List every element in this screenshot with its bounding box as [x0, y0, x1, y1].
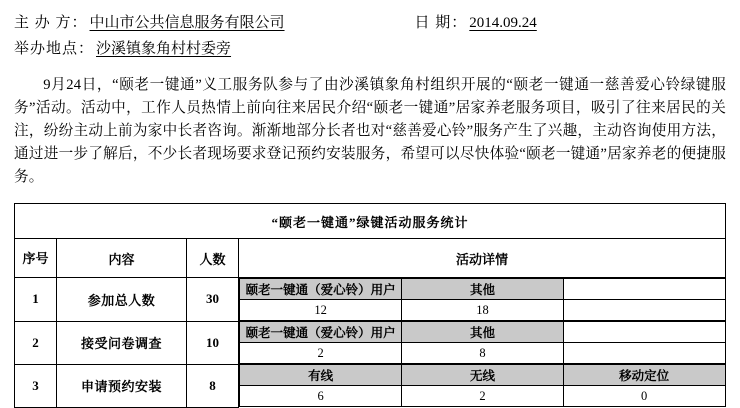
body-paragraph: 9月24日，“颐老一键通”义工服务队参与了由沙溪镇象角村组织开展的“颐老一键通一慈善爱心铃绿键服务”活动。活动中，工作人员热情上前向往来居民介绍“颐老一键通”居家养老服务项目，吸引了往来居民的关注，纷纷主动上前为家中长者咨询。渐渐地部分长者也对“慈善爱心铃”服务产生了兴趣，主动咨询使用方法，通过进一步了解后，不少长者现场要求登记预约安装服务，希望可以尽快体验“颐老一键通”居家养老的便捷服务。 — [14, 77, 726, 185]
header-index: 序号 — [15, 239, 57, 278]
header-content: 内容 — [57, 239, 187, 278]
table-header-row — [15, 239, 726, 278]
detail-value-row — [240, 300, 726, 321]
row-content: 申请预约安装 — [57, 364, 187, 407]
row-count: 8 — [187, 364, 239, 407]
row-count: 30 — [187, 278, 239, 322]
detail-header-row — [240, 279, 726, 300]
detail-value-row — [240, 386, 726, 407]
table-row — [15, 321, 726, 364]
detail-header-cell: 其他 — [402, 279, 564, 300]
detail-header-cell: 颐老一键通（爱心铃）用户 — [240, 279, 402, 300]
detail-header-cell — [563, 322, 725, 343]
detail-header-cell: 其他 — [402, 322, 564, 343]
detail-header-cell: 颐老一键通（爱心铃）用户 — [240, 322, 402, 343]
detail-header-cell: 无线 — [402, 365, 564, 386]
table-title-row — [15, 204, 726, 239]
detail-value-row — [240, 343, 726, 364]
statistics-table — [14, 203, 726, 408]
detail-header-row — [240, 365, 726, 386]
detail-table — [239, 321, 726, 364]
place-label: 举办地点： — [14, 41, 95, 57]
table-title: “颐老一键通”绿键活动服务统计 — [15, 204, 726, 239]
row-count: 10 — [187, 321, 239, 364]
row-index: 1 — [15, 278, 57, 322]
detail-value-cell: 6 — [240, 386, 402, 407]
header-row-organizer — [14, 10, 726, 36]
header-row-place — [14, 36, 726, 62]
organizer-label: 主 办 方： — [14, 15, 88, 31]
row-index: 2 — [15, 321, 57, 364]
date-label: 日 期： — [414, 15, 468, 31]
organizer-value: 中山市公共信息服务有限公司 — [89, 15, 285, 31]
date-group — [415, 10, 539, 36]
header-detail: 活动详情 — [239, 239, 726, 278]
row-content: 接受问卷调查 — [57, 321, 187, 364]
header-count: 人数 — [187, 239, 239, 278]
detail-value-cell: 8 — [402, 343, 564, 364]
detail-value-cell: 18 — [402, 300, 564, 321]
detail-value-cell — [563, 300, 725, 321]
detail-header-cell — [563, 279, 725, 300]
detail-value-cell: 12 — [240, 300, 402, 321]
row-content: 参加总人数 — [57, 278, 187, 322]
row-detail — [239, 321, 726, 364]
date-value: 2014.09.24 — [469, 15, 537, 31]
place-value: 沙溪镇象角村村委旁 — [96, 41, 232, 57]
detail-value-cell: 2 — [240, 343, 402, 364]
table-row — [15, 364, 726, 407]
detail-header-cell: 有线 — [240, 365, 402, 386]
row-detail — [239, 364, 726, 407]
row-index: 3 — [15, 364, 57, 407]
detail-table — [239, 278, 726, 321]
row-detail — [239, 278, 726, 322]
detail-header-row — [240, 322, 726, 343]
detail-table — [239, 364, 726, 407]
detail-header-cell: 移动定位 — [563, 365, 725, 386]
detail-value-cell — [563, 343, 725, 364]
detail-value-cell: 0 — [563, 386, 725, 407]
detail-value-cell: 2 — [402, 386, 564, 407]
table-row — [15, 278, 726, 322]
